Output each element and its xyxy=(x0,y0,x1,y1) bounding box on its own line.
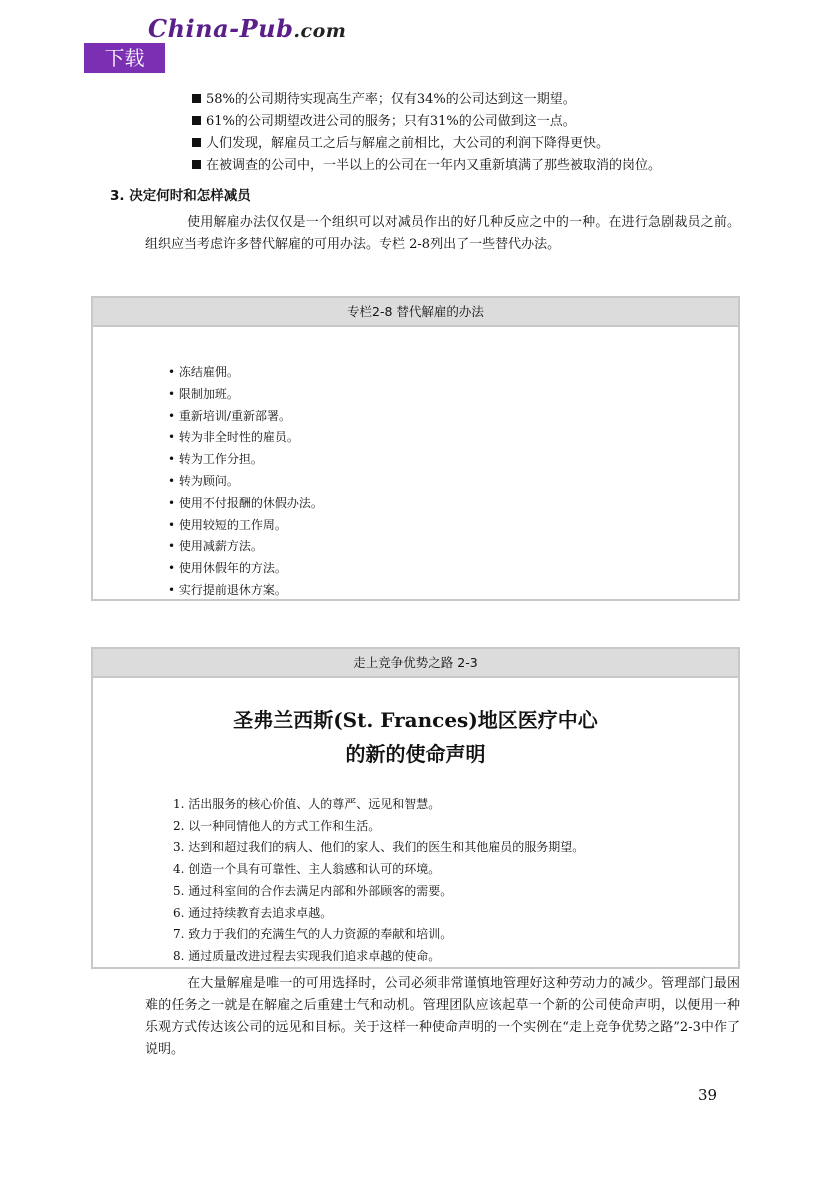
list-item: 1. 活出服务的核心价值、人的尊严、远见和智慧。 xyxy=(173,797,441,811)
list-item: • 转为非全时性的雇员。 xyxy=(168,427,323,449)
list-item: 4. 创造一个具有可靠性、主人翁感和认可的环境。 xyxy=(173,862,441,877)
list-item: 5. 通过科室间的合作去满足内部和外部顾客的需要。 xyxy=(173,883,453,898)
bullet-text: 人们发现，解雇员工之后与解雇之前相比，大公司的利润下降得更快。 xyxy=(206,136,610,151)
list-item: 7. 致力于我们的充满生气的人力资源的奉献和培训。 xyxy=(173,927,453,942)
logo-main-text: China-Pub xyxy=(148,14,294,43)
list-item: • 使用不付报酬的休假办法。 xyxy=(168,493,323,515)
competitive-box-title: 走上竞争优势之路 2-3 xyxy=(93,649,738,678)
list-item: 8. 通过质量改进过程去实现我们追求卓越的使命。 xyxy=(173,948,441,963)
square-bullet-icon xyxy=(192,138,201,147)
sidebar-box-2-8 xyxy=(91,296,740,601)
list-item: 3. 达到和超过我们的病人、他们的家人、我们的医生和其他雇员的服务期望。 xyxy=(173,840,585,855)
list-item: • 使用较短的工作周。 xyxy=(168,515,323,537)
bullet-text: 在被调查的公司中，一半以上的公司在一年内又重新填满了那些被取消的岗位。 xyxy=(206,158,662,173)
mission-statement-heading xyxy=(93,703,738,771)
list-item: • 限制加班。 xyxy=(168,384,323,406)
section-heading: 3. 决定何时和怎样减员 xyxy=(110,188,251,204)
list-item: • 转为工作分担。 xyxy=(168,449,323,471)
list-item: • 重新培训/重新部署。 xyxy=(168,406,323,428)
heading-line-1: 圣弗兰西斯(St. Frances)地区医疗中心 xyxy=(233,708,598,732)
paragraph-closing-text: 在大量解雇是唯一的可用选择时，公司必须非常谨慎地管理好这种劳动力的减少。管理部门最困难的任务之一就是在解雇之后重建士气和动机。管理团队应该起草一个新的公司使命声明，以便用一种乐观方式传达该公司的远见和目标。关于这样一种使命声明的一个实例在“走上竞争优势之路”2-3中作了说明。 xyxy=(145,976,740,1057)
list-item: • 实行提前退休方案。 xyxy=(168,580,323,602)
square-bullet-icon xyxy=(192,160,201,169)
china-pub-logo xyxy=(148,14,346,43)
sidebar-box-title: 专栏2-8 替代解雇的办法 xyxy=(93,298,738,327)
list-item: • 使用休假年的方法。 xyxy=(168,558,323,580)
list-item: • 使用减薪方法。 xyxy=(168,536,323,558)
bullet-list xyxy=(192,89,661,177)
competitive-advantage-box-2-3 xyxy=(91,647,740,969)
heading-line-2: 的新的使命声明 xyxy=(345,742,486,766)
square-bullet-icon xyxy=(192,116,201,125)
bullet-item xyxy=(192,111,661,133)
list-item: 6. 通过持续教育去追求卓越。 xyxy=(173,905,333,920)
square-bullet-icon xyxy=(192,94,201,103)
download-badge[interactable]: 下载 xyxy=(84,43,165,73)
list-item: • 冻结雇佣。 xyxy=(168,362,323,384)
bullet-item xyxy=(192,155,661,177)
bullet-item xyxy=(192,133,661,155)
bullet-text: 61%的公司期望改进公司的服务；只有31%的公司做到这一点。 xyxy=(206,114,576,129)
paragraph-intro xyxy=(145,212,740,256)
page-number: 39 xyxy=(698,1086,718,1104)
bullet-item xyxy=(192,89,661,111)
list-item: 2. 以一种同情他人的方式工作和生活。 xyxy=(173,818,381,833)
alternatives-list xyxy=(168,362,323,602)
mission-list xyxy=(173,794,584,968)
bullet-text: 58%的公司期待实现高生产率；仅有34%的公司达到这一期望。 xyxy=(206,92,576,107)
paragraph-closing xyxy=(145,973,740,1061)
list-item: • 转为顾问。 xyxy=(168,471,323,493)
logo-suffix-text: .com xyxy=(293,20,347,42)
paragraph-intro-text: 使用解雇办法仅仅是一个组织可以对减员作出的好几种反应之中的一种。在进行急剧裁员之前。组织应当考虑许多替代解雇的可用办法。专栏 2-8列出了一些替代办法。 xyxy=(145,215,740,252)
